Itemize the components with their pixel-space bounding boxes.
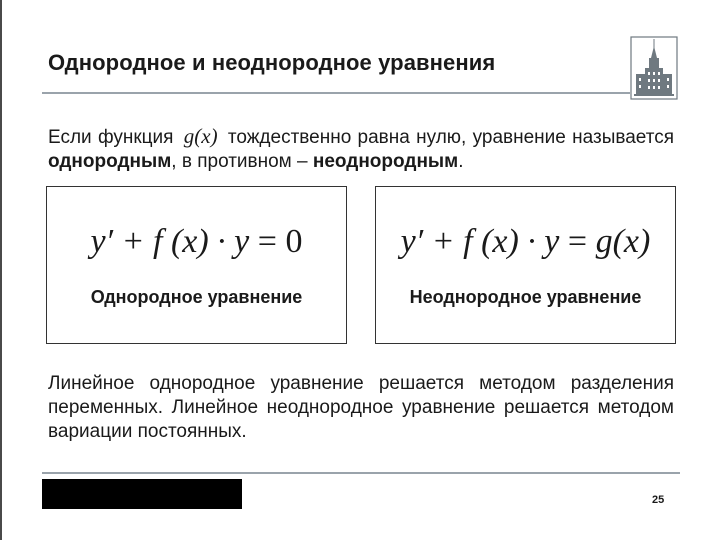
slide-left-border [0, 0, 2, 540]
footer-divider [42, 472, 680, 474]
homogeneous-term: однородным [48, 151, 172, 172]
function-symbol: g(x) [183, 124, 218, 148]
equation-equals: = [559, 223, 596, 260]
inhomogeneous-label: Неоднородное уравнение [409, 287, 642, 307]
intro-text-1: Если функция [48, 127, 174, 148]
equation-lhs: y′ + f (x) · y [400, 223, 560, 260]
university-building-icon [630, 36, 678, 100]
footer-black-block [42, 479, 242, 509]
equation-equals: = [249, 223, 286, 260]
homogeneous-label: Однородное уравнение [90, 287, 303, 307]
conclusion-paragraph: Линейное однородное уравнение решается методом разделения переменных. Линейное неоднородное уравнение решается методом вариации постоянных. [48, 373, 674, 442]
equation-rhs: 0 [285, 223, 303, 260]
slide-title: Однородное и неоднородное уравнения [48, 50, 496, 75]
title-divider [42, 92, 630, 94]
homogeneous-equation-box [46, 186, 347, 344]
homogeneous-equation [47, 223, 346, 261]
page-number: 25 [652, 494, 665, 506]
inhomogeneous-equation [376, 223, 675, 261]
equation-lhs: y′ + f (x) · y [90, 223, 250, 260]
equation-rhs: g(x) [595, 223, 651, 260]
intro-paragraph [48, 124, 674, 174]
intro-text-4: . [458, 151, 464, 172]
inhomogeneous-term: неоднородным [312, 151, 459, 172]
intro-text-2: тождественно равна нулю, уравнение называется [227, 127, 675, 148]
intro-text-3: , в противном – [171, 151, 308, 172]
inhomogeneous-equation-box [375, 186, 676, 344]
